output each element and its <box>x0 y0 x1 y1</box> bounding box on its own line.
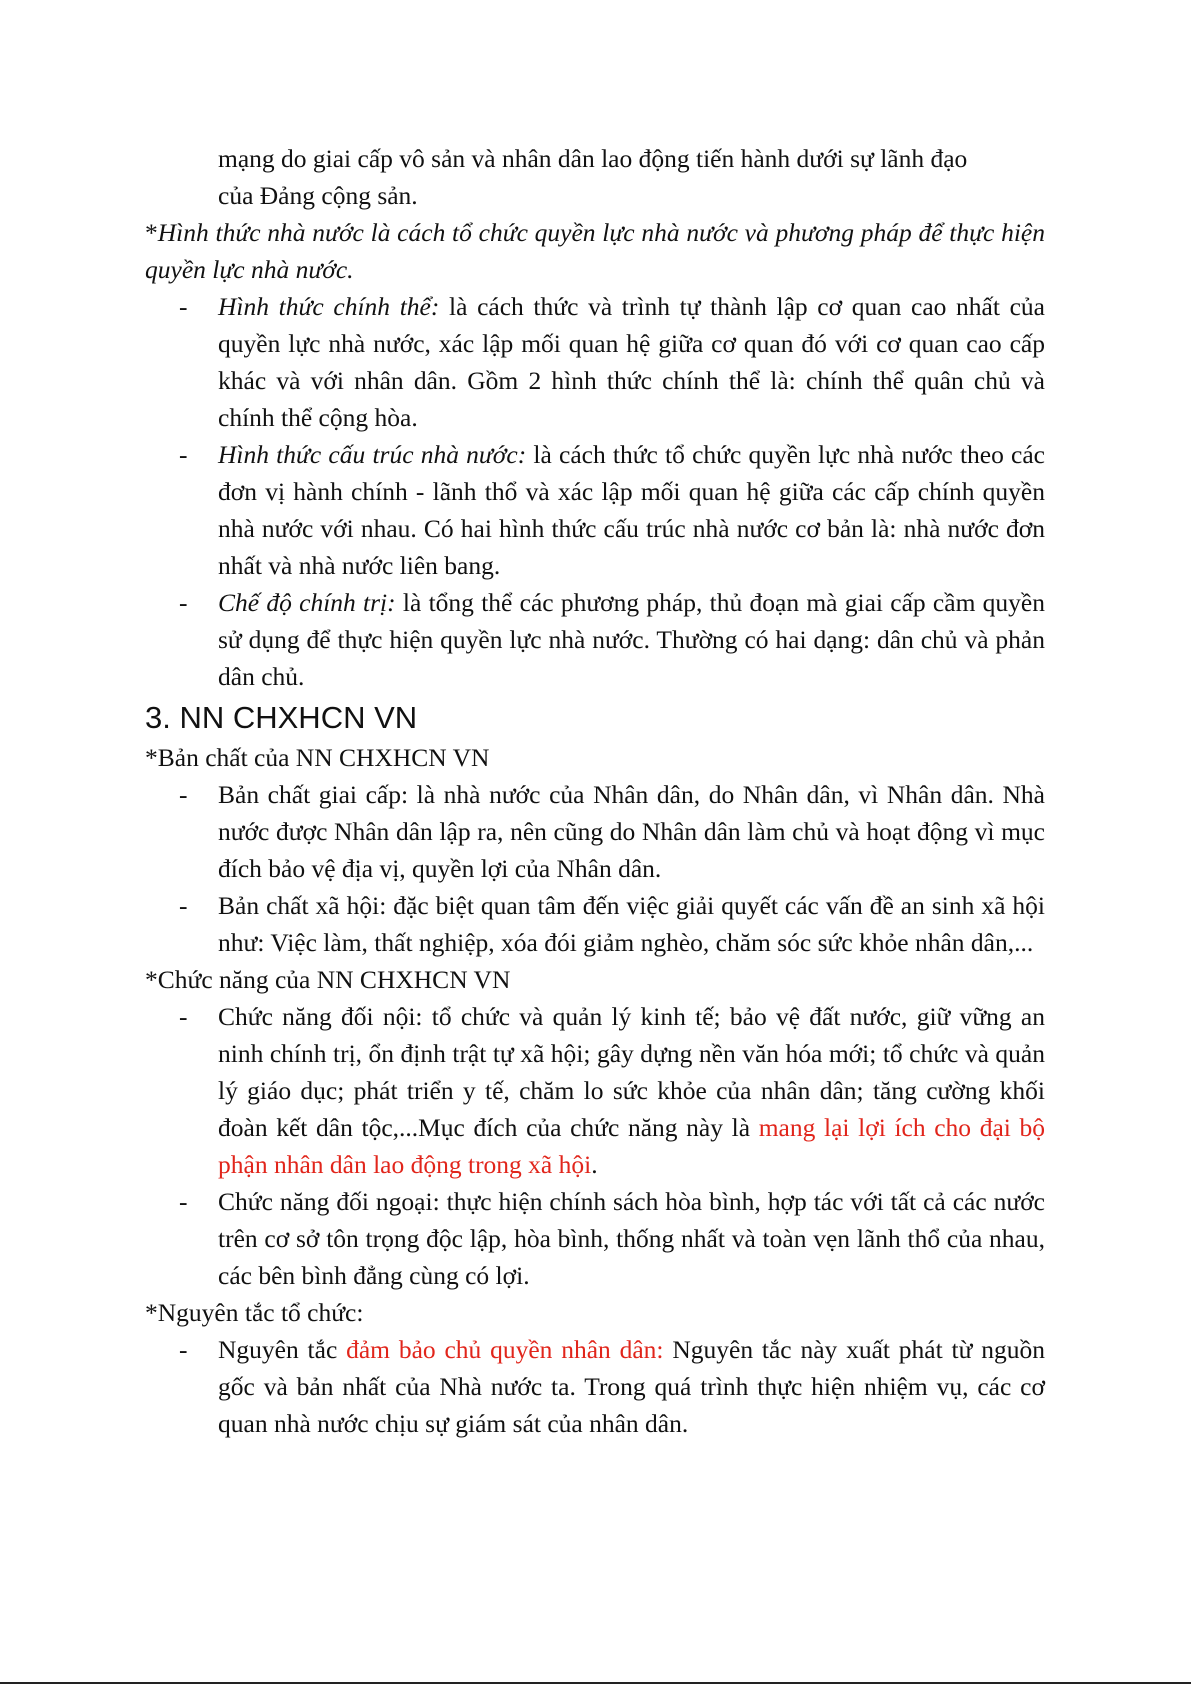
bullet-che-do-chinh-tri <box>145 584 1045 695</box>
continuation-line-2: của Đảng cộng sản. <box>218 181 418 210</box>
bullet-text: là tổng thể các phương pháp, thủ đoạn mà giai cấp cầm quyền sử dụng để thực hiện quyền lực nhà nước. Thường có hai dạng: dân chủ và phản dân chủ. <box>218 588 1045 691</box>
ban-chat-title: *Bản chất của NN CHXHCN VN <box>145 743 490 772</box>
bullet-text: Nguyên tắc này xuất phát từ nguồn gốc và bản nhất của Nhà nước ta. Trong quá trình thực hiện nhiệm vụ, các cơ quan nhà nước chịu sự giám sát của nhân dân. <box>218 1335 1045 1438</box>
bullet-text-end: . <box>591 1150 598 1179</box>
bullet-text: Chức năng đối ngoại: thực hiện chính sách hòa bình, hợp tác với tất cả các nước trên cơ sở tôn trọng độc lập, hòa bình, thống nhất và toàn vẹn lãnh thổ của nhau, các bên bình đẳng cùng có lợi. <box>218 1187 1045 1290</box>
bullet-ban-chat-giai-cap <box>145 776 1045 887</box>
dash-marker: - <box>179 1002 188 1031</box>
page-bottom-edge <box>0 1682 1191 1684</box>
bullet-hinh-thuc-cau-truc <box>145 436 1045 584</box>
bullet-label: Hình thức chính thể: <box>218 292 440 321</box>
bullet-text: là cách thức và trình tự thành lập cơ quan cao nhất của quyền lực nhà nước, xác lập mối quan hệ giữa cơ quan đó với cơ quan cao cấp khác và với nhân dân. Gồm 2 hình thức chính thể là: chính thể quân chủ và chính thể cộng hòa. <box>218 292 1045 432</box>
highlight-text: mang lại lợi ích cho đại bộ phận nhân dân lao động trong xã hội <box>218 1113 1046 1179</box>
dash-marker: - <box>179 1335 188 1364</box>
section-heading: 3. NN CHXHCN VN <box>145 700 418 735</box>
bullet-text: Bản chất xã hội: đặc biệt quan tâm đến việc giải quyết các vấn đề an sinh xã hội như: Việc làm, thất nghiệp, xóa đói giảm nghèo, chăm sóc sức khỏe nhân dân,... <box>218 891 1045 957</box>
dash-marker: - <box>179 780 188 809</box>
bullet-nguyen-tac-chu-quyen <box>145 1331 1045 1442</box>
dash-marker: - <box>179 891 188 920</box>
bullet-text-pre: Nguyên tắc <box>218 1335 347 1364</box>
bullet-text: Chức năng đối nội: tổ chức và quản lý kinh tế; bảo vệ đất nước, giữ vững an ninh chính trị, ổn định trật tự xã hội; gây dựng nền văn hóa mới; tổ chức và quản lý giáo dục; phát triển y tế, chăm lo sức khỏe của nhân dân; tăng cường khối đoàn kết dân tộc,...Mục đích của chức năng này là <box>218 1002 1045 1142</box>
star-marker: * <box>145 218 158 247</box>
bullet-label: Hình thức cấu trúc nhà nước: <box>218 440 527 469</box>
dash-marker: - <box>179 292 188 321</box>
continuation-line-1: mạng do giai cấp vô sản và nhân dân lao động tiến hành dưới sự lãnh đạo <box>218 144 968 173</box>
bullet-chuc-nang-doi-noi <box>145 998 1045 1183</box>
highlight-text: đảm bảo chủ quyền nhân dân: <box>346 1335 664 1364</box>
dash-marker: - <box>179 1187 188 1216</box>
bullet-ban-chat-xa-hoi <box>145 887 1045 961</box>
dash-marker: - <box>179 440 188 469</box>
bullet-label: Chế độ chính trị: <box>218 588 396 617</box>
nguyen-tac-title: *Nguyên tắc tổ chức: <box>145 1298 364 1327</box>
bullet-text: là cách thức tổ chức quyền lực nhà nước theo các đơn vị hành chính - lãnh thổ và xác lập mối quan hệ giữa các cấp chính quyền nhà nước với nhau. Có hai hình thức cấu trúc nhà nước cơ bản là: nhà nước đơn nhất và nhà nước liên bang. <box>218 440 1045 580</box>
bullet-hinh-thuc-chinh-the <box>145 288 1045 436</box>
document-page <box>145 140 1045 1442</box>
bullet-chuc-nang-doi-ngoai <box>145 1183 1045 1294</box>
chuc-nang-title: *Chức năng của NN CHXHCN VN <box>145 965 511 994</box>
bullet-text: Bản chất giai cấp: là nhà nước của Nhân dân, do Nhân dân, vì Nhân dân. Nhà nước được Nhân dân lập ra, nên cũng do Nhân dân làm chủ và hoạt động vì mục đích bảo vệ địa vị, quyền lợi của Nhân dân. <box>218 780 1045 883</box>
hinh-thuc-definition <box>145 214 1045 288</box>
dash-marker: - <box>179 588 188 617</box>
hinh-thuc-definition-text: Hình thức nhà nước là cách tổ chức quyền lực nhà nước và phương pháp để thực hiện quyền lực nhà nước. <box>145 218 1045 284</box>
